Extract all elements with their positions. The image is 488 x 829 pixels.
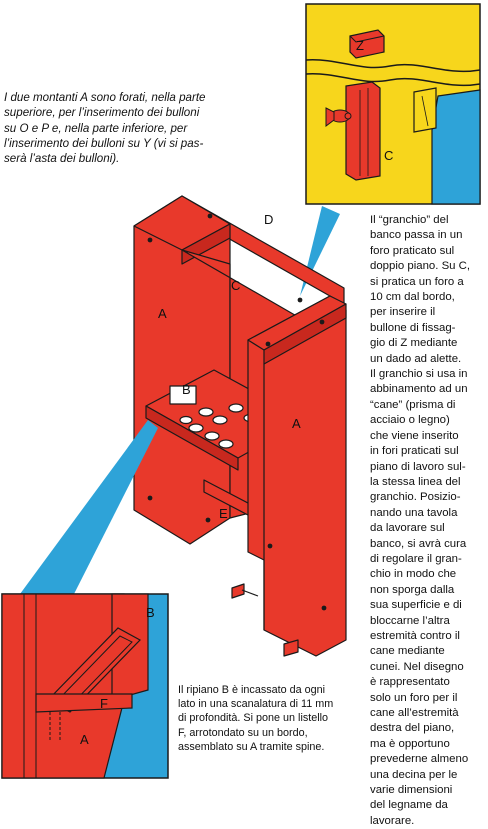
label-e: E	[219, 506, 228, 521]
inset-top-detail	[306, 4, 480, 204]
label-z: Z	[356, 38, 364, 53]
label-c-inset: C	[384, 148, 394, 163]
label-a-inset: A	[80, 732, 89, 747]
label-c: C	[231, 278, 241, 293]
label-a-right: A	[292, 416, 301, 431]
granchio-description: Il “granchio” del banco passa in un foro praticato sul doppio piano. Su C, si pratica un foro a 10 cm dal bordo, per inserire il bullone di fissag- gio di Z mediante un dado ad alette. Il granchio si usa in abbinamento ad un “cane” (prisma di acciaio o legno) che viene inserito in fori praticati sul piano di lavoro sul- la stessa linea del granchio. Posizio- nando una tavola da lavorare sul banco, si avrà cura di regolare il gran- chio in modo che non sporga dalla sua superficie e di bloccarne l’altra estremità contro il cane mediante cunei. Nel disegno è rappresentato solo un foro per il cane all’estremità destra del piano, ma è opportuno prevederne almeno una decina per le varie dimensioni del legname da lavorare.	[370, 214, 471, 827]
label-b: B	[182, 382, 191, 397]
inset-bottom-detail	[2, 594, 168, 778]
intro-caption: I due montanti A sono forati, nella parte superiore, per l’inserimento dei bulloni su O e P e, nella parte inferiore, per l’inserimento dei bulloni su Y (vi si pas- serà l’asta dei bulloni).	[4, 91, 206, 166]
label-f-inset: F	[100, 696, 108, 711]
label-b-inset: B	[146, 605, 155, 620]
label-d: D	[264, 212, 274, 227]
label-a-left: A	[158, 306, 167, 321]
shelf-caption: Il ripiano B è incassato da ogni lato in una scanalatura di 11 mm di profondità. Si pone un listello F, arrotondato su un bordo, assemblato su A tramite spine.	[178, 684, 334, 753]
